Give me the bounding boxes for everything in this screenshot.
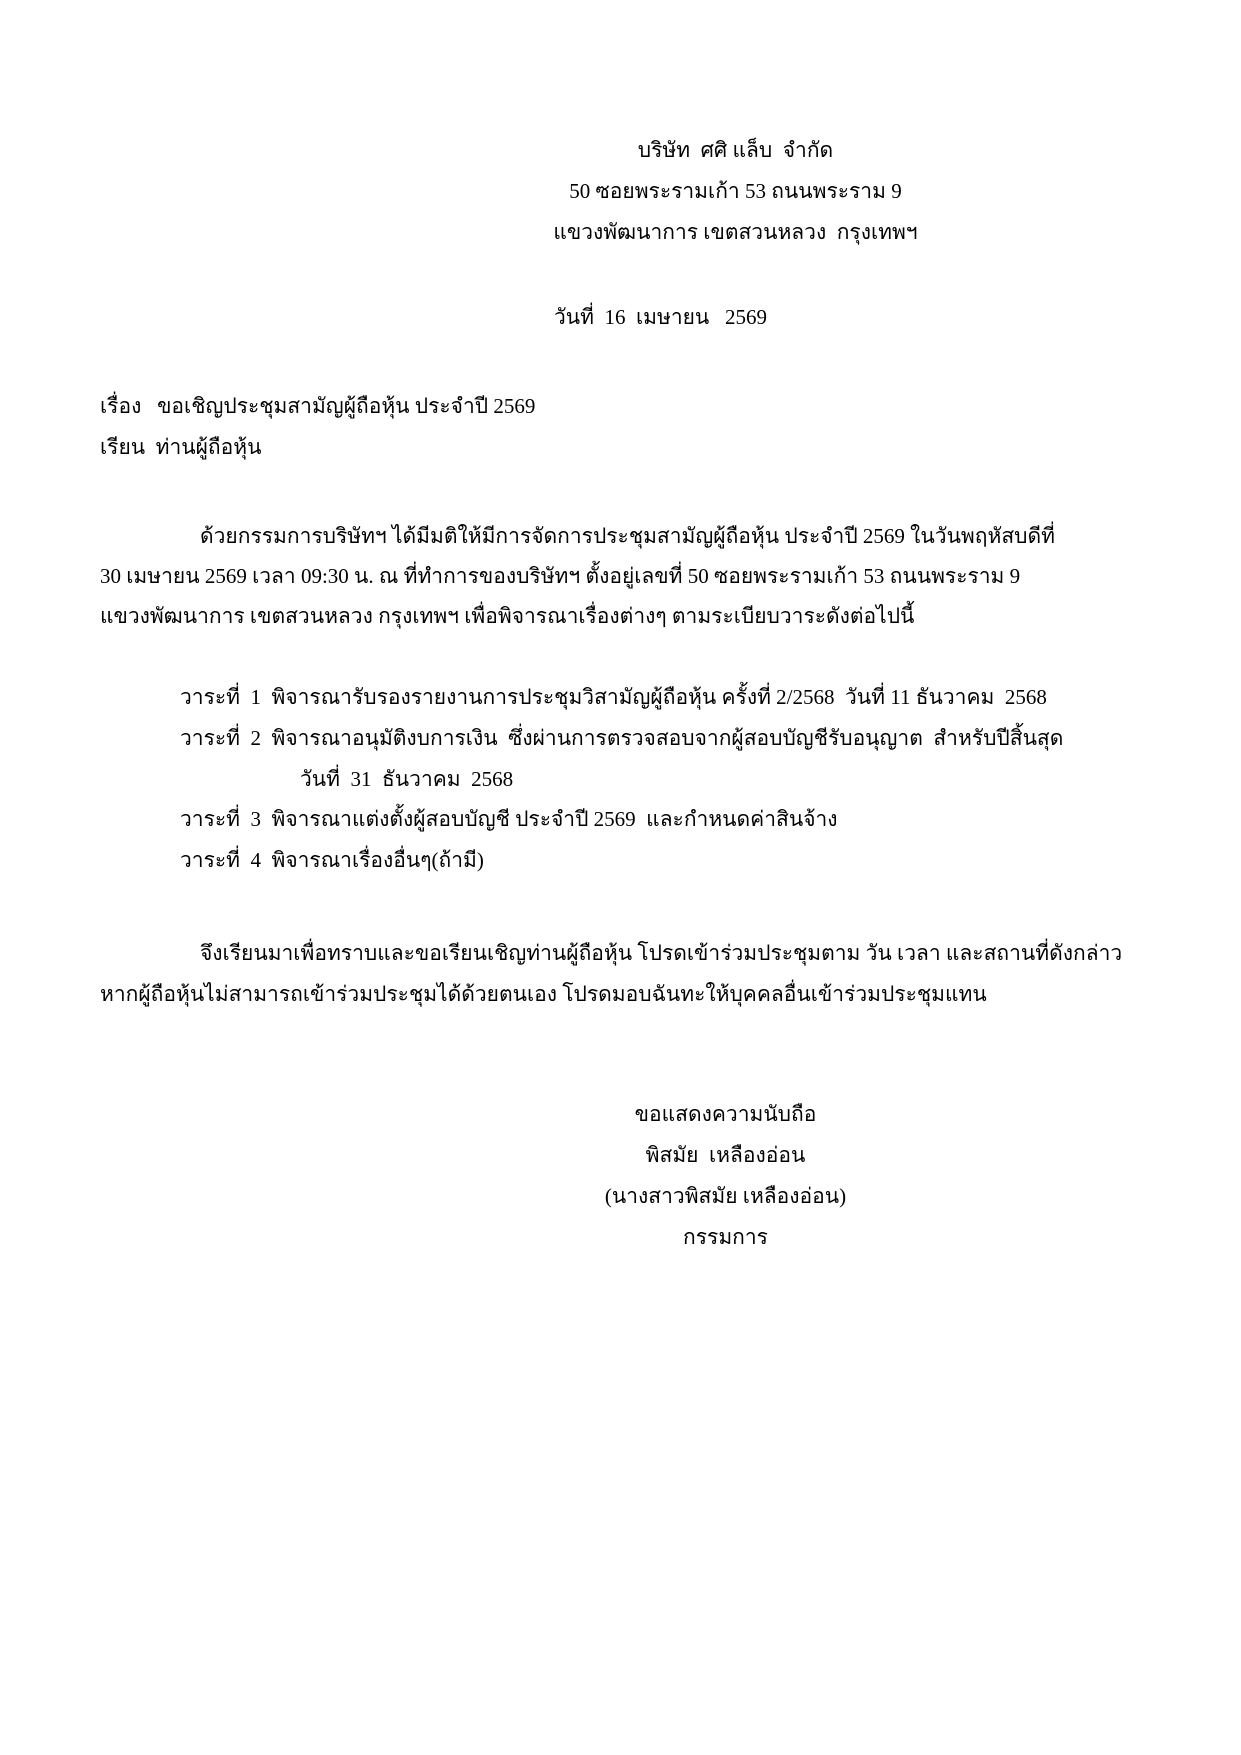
agenda-item: วาระที่ 3 พิจารณาแต่งตั้งผู้สอบบัญชี ประจำปี 2569 และกำหนดค่าสินจ้าง [180, 807, 838, 832]
document-date: วันที่ 16 เมษายน 2569 [553, 304, 768, 329]
body-paragraph-1-line-3: แขวงพัฒนาการ เขตสวนหลวง กรุงเทพฯ เพื่อพิจารณาเรื่องต่างๆ ตามระเบียบวาระดังต่อไปนี้ [100, 604, 915, 629]
agenda-item: วาระที่ 1 พิจารณารับรองรายงานการประชุมวิสามัญผู้ถือหุ้น ครั้งที่ 2/2568 วันที่ 11 ธันวาคม 2568 [180, 684, 1047, 709]
closing-line-2: หากผู้ถือหุ้นไม่สามารถเข้าร่วมประชุมได้ด้วยตนเอง โปรดมอบฉันทะให้บุคคลอื่นเข้าร่วมประชุมแทน [100, 981, 987, 1006]
signature-salutation: ขอแสดงความนับถือ [634, 1101, 817, 1126]
body-paragraph-1 [100, 516, 1131, 637]
agenda-item: วาระที่ 4 พิจารณาเรื่องอื่นๆ(ถ้ามี) [180, 848, 484, 873]
closing-text: จึงเรียนมาเพื่อทราบและขอเรียนเชิญท่านผู้ถือหุ้น โปรดเข้าร่วมประชุมตาม วัน เวลา และสถานที่ดังกล่าว [200, 941, 1123, 966]
closing-paragraph [100, 933, 1131, 1014]
subject-block [100, 386, 1131, 468]
agenda-item-subline: วันที่ 31 ธันวาคม 2568 [300, 766, 514, 791]
closing-line-1 [100, 933, 1131, 973]
signature-title: กรรมการ [683, 1224, 768, 1249]
signature-name-parenthetical: (นางสาวพิสมัย เหลืองอ่อน) [604, 1183, 847, 1208]
signature-block [320, 1094, 1131, 1258]
body-paragraph-1-line-1 [100, 516, 1131, 556]
letterhead [340, 130, 1131, 253]
company-name: บริษัท ศศิ แล็บ จำกัด [637, 138, 834, 162]
company-address-line-2: แขวงพัฒนาการ เขตสวนหลวง กรุงเทพฯ [553, 219, 918, 244]
agenda-item: วาระที่ 2 พิจารณาอนุมัติงบการเงิน ซึ่งผ่านการตรวจสอบจากผู้สอบบัญชีรับอนุญาต สำหรับปีสิ้นสุด [180, 725, 1064, 750]
company-address-line-1: 50 ซอยพระรามเก้า 53 ถนนพระราม 9 [569, 178, 902, 203]
recipient-line: เรียน ท่านผู้ถือหุ้น [100, 434, 262, 459]
body-text: ด้วยกรรมการบริษัทฯ ได้มีมติให้มีการจัดการประชุมสามัญผู้ถือหุ้น ประจำปี 2569 ในวันพฤหัสบดีที่ [200, 523, 1055, 548]
signature-name: พิสมัย เหลืองอ่อน [645, 1142, 806, 1167]
subject-line: เรื่อง ขอเชิญประชุมสามัญผู้ถือหุ้น ประจำปี 2569 [100, 393, 536, 418]
body-paragraph-1-line-2: 30 เมษายน 2569 เวลา 09:30 น. ณ ที่ทำการของบริษัทฯ ตั้งอยู่เลขที่ 50 ซอยพระรามเก้า 53 ถนนพระราม 9 [100, 564, 1021, 588]
agenda-list [100, 677, 1131, 882]
